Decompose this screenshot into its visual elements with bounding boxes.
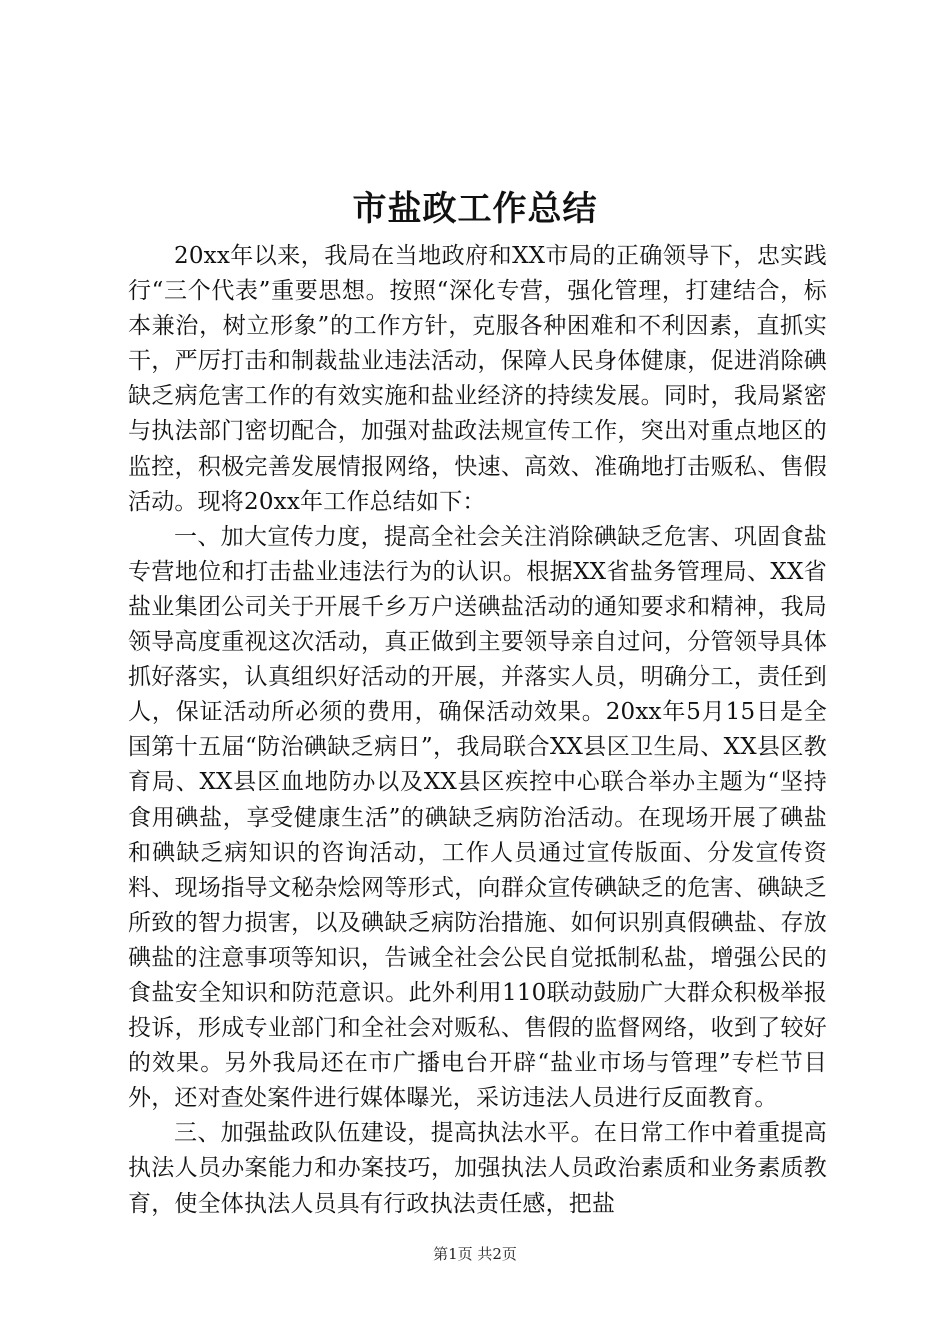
document-title: 市盐政工作总结: [352, 189, 598, 229]
page-number-footer: 第1页 共2页: [433, 1245, 517, 1263]
paragraph-section-3: 三、加强盐政队伍建设，提高执法水平。在日常工作中着重提高执法人员办案能力和办案技巧，加强执法人员政治素质和业务素质教育，使全体执法人员具有行政执法责任感，把盐: [128, 1120, 827, 1217]
paragraph-intro: 20xx年以来，我局在当地政府和XX市局的正确领导下，忠实践行“三个代表”重要思想。按照“深化专营，强化管理，打建结合，标本兼治，树立形象”的工作方针，克服各种困难和不利因素，直抓实干，严厉打击和制裁盐业违法活动，保障人民身体健康，促进消除碘缺乏病危害工作的有效实施和盐业经济的持续发展。同时，我局紧密与执法部门密切配合，加强对盐政法规宣传工作，突出对重点地区的监控，积极完善发展情报网络，快速、高效、准确地打击贩私、售假活动。现将20xx年工作总结如下：: [128, 243, 827, 515]
document-body: [128, 239, 827, 1222]
paragraph-section-1: 一、加大宣传力度，提高全社会关注消除碘缺乏危害、巩固食盐专营地位和打击盐业违法行为的认识。根据XX省盐务管理局、XX省盐业集团公司关于开展千乡万户送碘盐活动的通知要求和精神，我局领导高度重视这次活动，真正做到主要领导亲自过问，分管领导具体抓好落实，认真组织好活动的开展，并落实人员，明确分工，责任到人，保证活动所必须的费用，确保活动效果。20xx年5月15日是全国第十五届“防治碘缺乏病日”，我局联合XX县区卫生局、XX县区教育局、XX县区血地防办以及XX县区疾控中心联合举办主题为“坚持食用碘盐，享受健康生活”的碘缺乏病防治活动。在现场开展了碘盐和碘缺乏病知识的咨询活动，工作人员通过宣传版面、分发宣传资料、现场指导文秘杂烩网等形式，向群众宣传碘缺乏的危害、碘缺乏所致的智力损害，以及碘缺乏病防治措施、如何识别真假碘盐、存放碘盐的注意事项等知识，告诫全社会公民自觉抵制私盐，增强公民的食盐安全知识和防范意识。此外利用110联动鼓励广大群众积极举报投诉，形成专业部门和全社会对贩私、售假的监督网络，收到了较好的效果。另外我局还在市广播电台开辟“盐业市场与管理”专栏节目外，还对查处案件进行媒体曝光，采访违法人员进行反面教育。: [128, 523, 827, 1112]
